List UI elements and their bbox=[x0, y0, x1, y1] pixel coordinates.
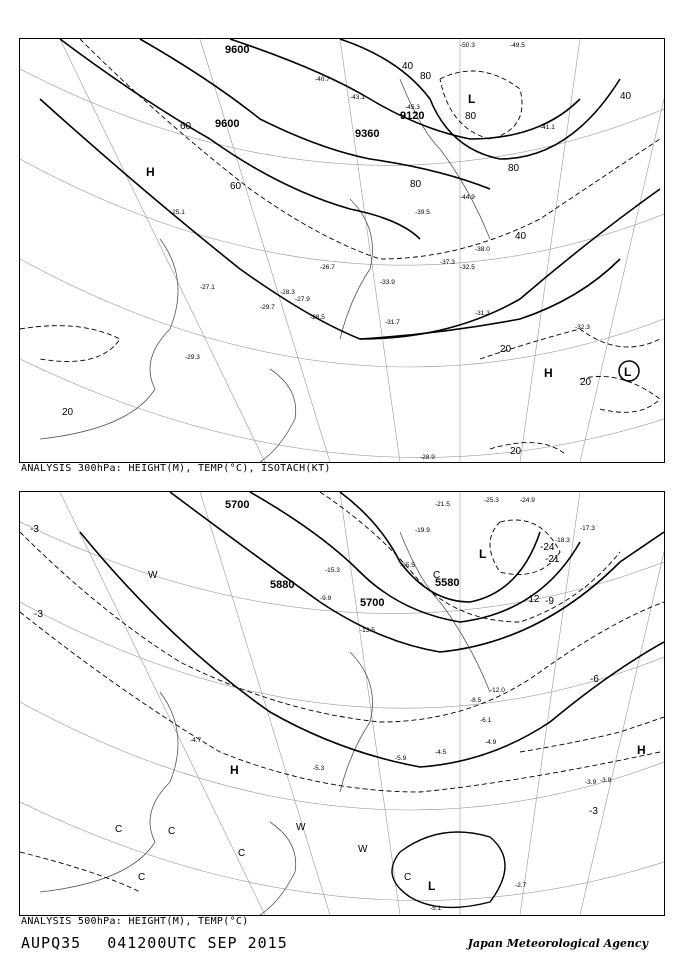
pressure-center-label: H bbox=[146, 165, 155, 179]
isotherm-label: -21 bbox=[545, 554, 560, 565]
height-contour-labels bbox=[215, 44, 424, 140]
height-label: 9360 bbox=[355, 128, 380, 140]
temperature-value: -31.3 bbox=[475, 310, 490, 317]
temperature-value: -28.5 bbox=[310, 314, 325, 321]
temperature-value: -29.7 bbox=[260, 304, 275, 311]
temperature-value: -2.7 bbox=[515, 882, 527, 889]
temperature-value: -32.5 bbox=[460, 264, 475, 271]
warm-cold-mark: W bbox=[358, 844, 368, 855]
temperature-value: -6.1 bbox=[480, 717, 492, 724]
warm-cold-mark: W bbox=[148, 570, 158, 581]
temperature-value: -3.9 bbox=[600, 777, 612, 784]
isotach-label: 20 bbox=[510, 446, 522, 457]
closed-low-contour bbox=[392, 832, 505, 907]
pressure-center-label: L bbox=[468, 92, 476, 106]
height-contour-labels bbox=[225, 499, 459, 609]
isotherm-label: -24 bbox=[540, 542, 555, 553]
isotach-label: 20 bbox=[62, 407, 74, 418]
warm-cold-mark: W bbox=[296, 822, 306, 833]
temperature-value: -44.9 bbox=[460, 194, 475, 201]
warm-cold-marks bbox=[115, 570, 440, 883]
map-500hpa-canvas bbox=[20, 492, 664, 915]
temperature-value: -29.3 bbox=[185, 354, 200, 361]
temperature-value: -49.5 bbox=[510, 42, 525, 49]
temperature-value: -37.3 bbox=[440, 259, 455, 266]
isotherm-contour-labels bbox=[30, 524, 599, 817]
temperature-value: -4.7 bbox=[190, 737, 202, 744]
isotach-label: 20 bbox=[580, 377, 592, 388]
temperature-value: -38.0 bbox=[475, 246, 490, 253]
isotach-label: 80 bbox=[410, 179, 422, 190]
temperature-value: -8.5 bbox=[470, 697, 482, 704]
warm-cold-mark: C bbox=[433, 570, 441, 581]
pressure-center-label: H bbox=[230, 763, 239, 777]
bulletin-datetime: 041200UTC SEP 2015 bbox=[107, 934, 288, 952]
temperature-value: -15.5 bbox=[400, 562, 415, 569]
height-label: 5580 bbox=[435, 577, 460, 589]
warm-cold-mark: C bbox=[238, 848, 246, 859]
bulletin-header bbox=[21, 934, 288, 952]
panel-caption-300hpa: ANALYSIS 300hPa: HEIGHT(M), TEMP(°C), ISOTACH(KT) bbox=[21, 463, 331, 474]
isotherm-label: -3 bbox=[30, 524, 39, 535]
temperature-value: -33.9 bbox=[380, 279, 395, 286]
graticule bbox=[20, 39, 664, 462]
temperature-value: -4.9 bbox=[485, 739, 497, 746]
height-label: 5880 bbox=[270, 579, 295, 591]
warm-cold-mark: C bbox=[138, 872, 146, 883]
isotach-contour-labels bbox=[62, 61, 632, 457]
isotach-label: 80 bbox=[508, 163, 520, 174]
isotherm-label: -9 bbox=[545, 596, 554, 607]
isotach-label: 40 bbox=[620, 91, 632, 102]
temperature-value: -19.9 bbox=[415, 527, 430, 534]
map-300hpa bbox=[19, 38, 665, 463]
temperature-value: -27.1 bbox=[200, 284, 215, 291]
temperature-value: -18.3 bbox=[555, 537, 570, 544]
warm-cold-mark: C bbox=[168, 826, 176, 837]
height-label: 9120 bbox=[400, 110, 425, 122]
isotach-label: 80 bbox=[465, 111, 477, 122]
temperature-value: -5.1 bbox=[430, 905, 442, 912]
temperature-value: -43.1 bbox=[350, 94, 365, 101]
bulletin-code: AUPQ35 bbox=[21, 934, 82, 952]
isotach-label: 20 bbox=[500, 344, 512, 355]
isotach-label: 60 bbox=[180, 121, 192, 132]
temperature-value: -45.3 bbox=[405, 104, 420, 111]
agency-name: Japan Meteorological Agency bbox=[467, 937, 648, 950]
warm-cold-mark: C bbox=[115, 824, 123, 835]
height-label: 9600 bbox=[225, 44, 250, 56]
temperature-value: -12.0 bbox=[490, 687, 505, 694]
warm-cold-mark: C bbox=[404, 872, 412, 883]
isotach-contours bbox=[20, 39, 660, 454]
isotherm-label: -6 bbox=[590, 674, 599, 685]
pressure-center-label: L bbox=[428, 879, 436, 893]
temperature-value: -21.5 bbox=[435, 501, 450, 508]
pressure-center-label: L bbox=[479, 547, 487, 561]
temperature-value: -28.3 bbox=[280, 289, 295, 296]
isotherm-label: -12 bbox=[525, 594, 540, 605]
temperature-value: -40.7 bbox=[315, 76, 330, 83]
temperature-value: -5.9 bbox=[395, 755, 407, 762]
pressure-centers bbox=[230, 547, 646, 893]
temperature-value: -13.5 bbox=[360, 627, 375, 634]
temperature-value: -39.5 bbox=[415, 209, 430, 216]
panel-caption-500hpa: ANALYSIS 500hPa: HEIGHT(M), TEMP(°C) bbox=[21, 916, 249, 927]
temperature-value: -28.9 bbox=[420, 454, 435, 461]
temperature-value: -15.3 bbox=[325, 567, 340, 574]
temperature-value: -17.3 bbox=[580, 525, 595, 532]
temperature-value: -26.7 bbox=[320, 264, 335, 271]
temperature-value: -27.9 bbox=[295, 296, 310, 303]
map-300hpa-canvas bbox=[20, 39, 664, 462]
temperature-value: -4.5 bbox=[435, 749, 447, 756]
temperature-value: -31.7 bbox=[385, 319, 400, 326]
temperature-value: -25.1 bbox=[170, 209, 185, 216]
temperature-value: -50.3 bbox=[460, 42, 475, 49]
pressure-center-label: L bbox=[624, 365, 632, 379]
isotherm-label: -3 bbox=[589, 806, 598, 817]
temperature-value: -3.9 bbox=[585, 779, 597, 786]
temperature-value: -32.3 bbox=[575, 324, 590, 331]
temperature-value: -24.9 bbox=[520, 497, 535, 504]
pressure-center-label: H bbox=[544, 366, 553, 380]
pressure-center-label: H bbox=[637, 743, 646, 757]
temperature-value: -25.3 bbox=[484, 497, 499, 504]
isotach-label: 40 bbox=[515, 231, 527, 242]
height-label: 5700 bbox=[360, 597, 385, 609]
map-500hpa bbox=[19, 491, 665, 916]
isotherm-label: -3 bbox=[34, 609, 43, 620]
temperature-value: -41.1 bbox=[540, 124, 555, 131]
height-label: 5700 bbox=[225, 499, 250, 511]
temperature-value: -9.9 bbox=[320, 595, 332, 602]
height-label: 9600 bbox=[215, 118, 240, 130]
isotach-label: 60 bbox=[230, 181, 242, 192]
isotach-label: 40 bbox=[402, 61, 414, 72]
temperature-value: -5.3 bbox=[313, 765, 325, 772]
isotach-label: 80 bbox=[420, 71, 432, 82]
